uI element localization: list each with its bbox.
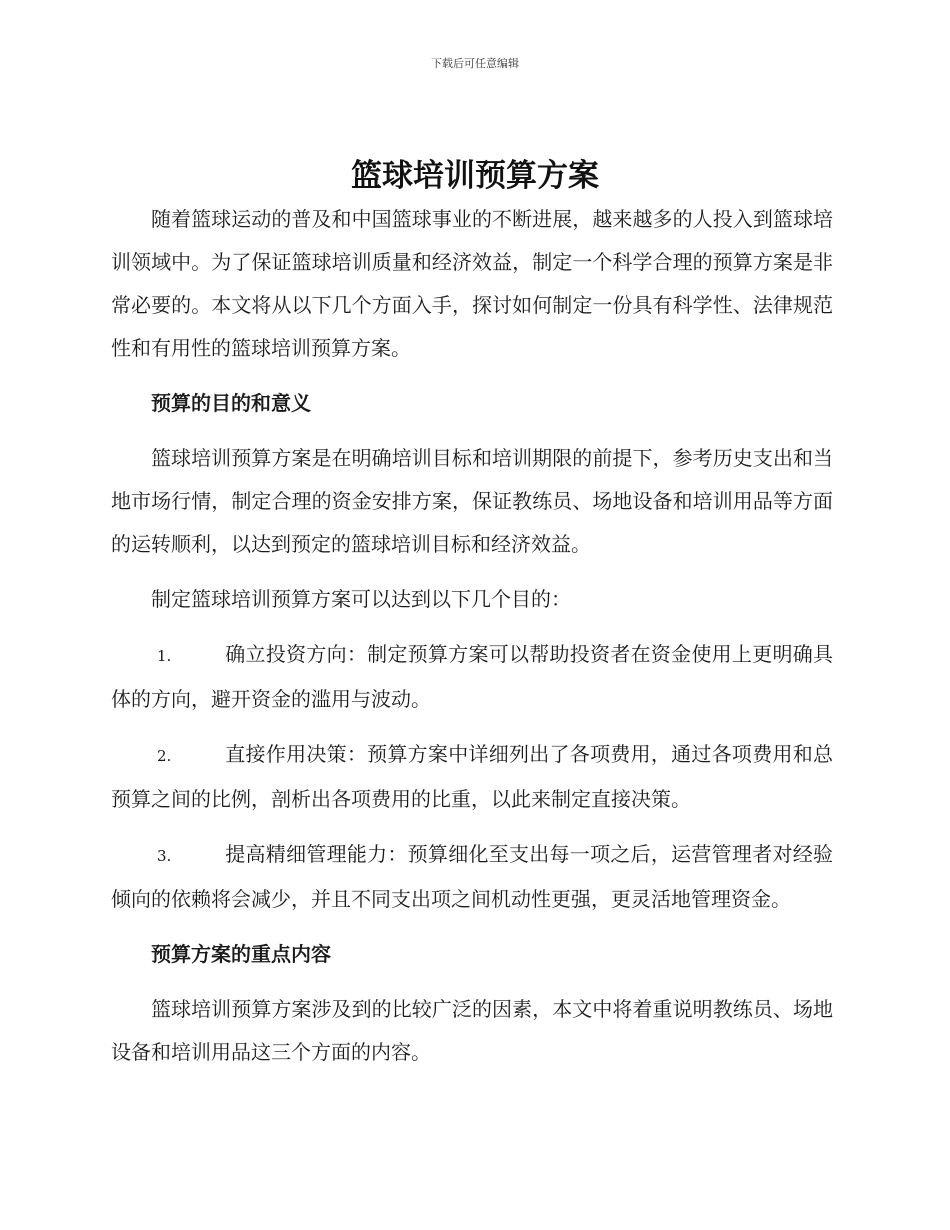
list-item-number: 3. <box>157 847 172 865</box>
list-item <box>111 733 833 821</box>
section-heading-key-content: 预算方案的重点内容 <box>151 942 331 966</box>
document-body <box>111 198 833 1074</box>
document-title: 篮球培训预算方案 <box>351 158 599 194</box>
list-item-number: 1. <box>157 647 172 665</box>
intro-paragraph: 随着篮球运动的普及和中国篮球事业的不断进展，越来越多的人投入到篮球培训领域中。为了保证篮球培训质量和经济效益，制定一个科学合理的预算方案是非常必要的。本文将从以下几个方面入手，探讨如何制定一份具有科学性、法律规范性和有用性的篮球培训预算方案。 <box>111 207 833 360</box>
list-item-text: 提高精细管理能力：预算细化至支出每一项之后，运营管理者对经验倾向的依赖将会减少，并且不同支出项之间机动性更强，更灵活地管理资金。 <box>111 842 833 911</box>
list-item <box>111 833 833 921</box>
purpose-list-intro: 制定篮球培训预算方案可以达到以下几个目的： <box>151 587 571 611</box>
list-item-text: 确立投资方向：制定预算方案可以帮助投资者在资金使用上更明确具体的方向，避开资金的滥用与波动。 <box>111 642 833 711</box>
section-heading-purpose: 预算的目的和意义 <box>151 391 311 415</box>
header-note: 下载后可任意编辑 <box>431 57 519 70</box>
list-item <box>111 633 833 721</box>
list-item-text: 直接作用决策：预算方案中详细列出了各项费用，通过各项费用和总预算之间的比例，剖析出各项费用的比重，以此来制定直接决策。 <box>111 742 833 811</box>
list-item-number: 2. <box>157 747 172 765</box>
purpose-paragraph: 篮球培训预算方案是在明确培训目标和培训期限的前提下，参考历史支出和当地市场行情，制定合理的资金安排方案，保证教练员、场地设备和培训用品等方面的运转顺利，以达到预定的篮球培训目标和经济效益。 <box>111 446 833 556</box>
key-content-paragraph: 篮球培训预算方案涉及到的比较广泛的因素，本文中将着重说明教练员、场地设备和培训用品这三个方面的内容。 <box>111 997 833 1064</box>
